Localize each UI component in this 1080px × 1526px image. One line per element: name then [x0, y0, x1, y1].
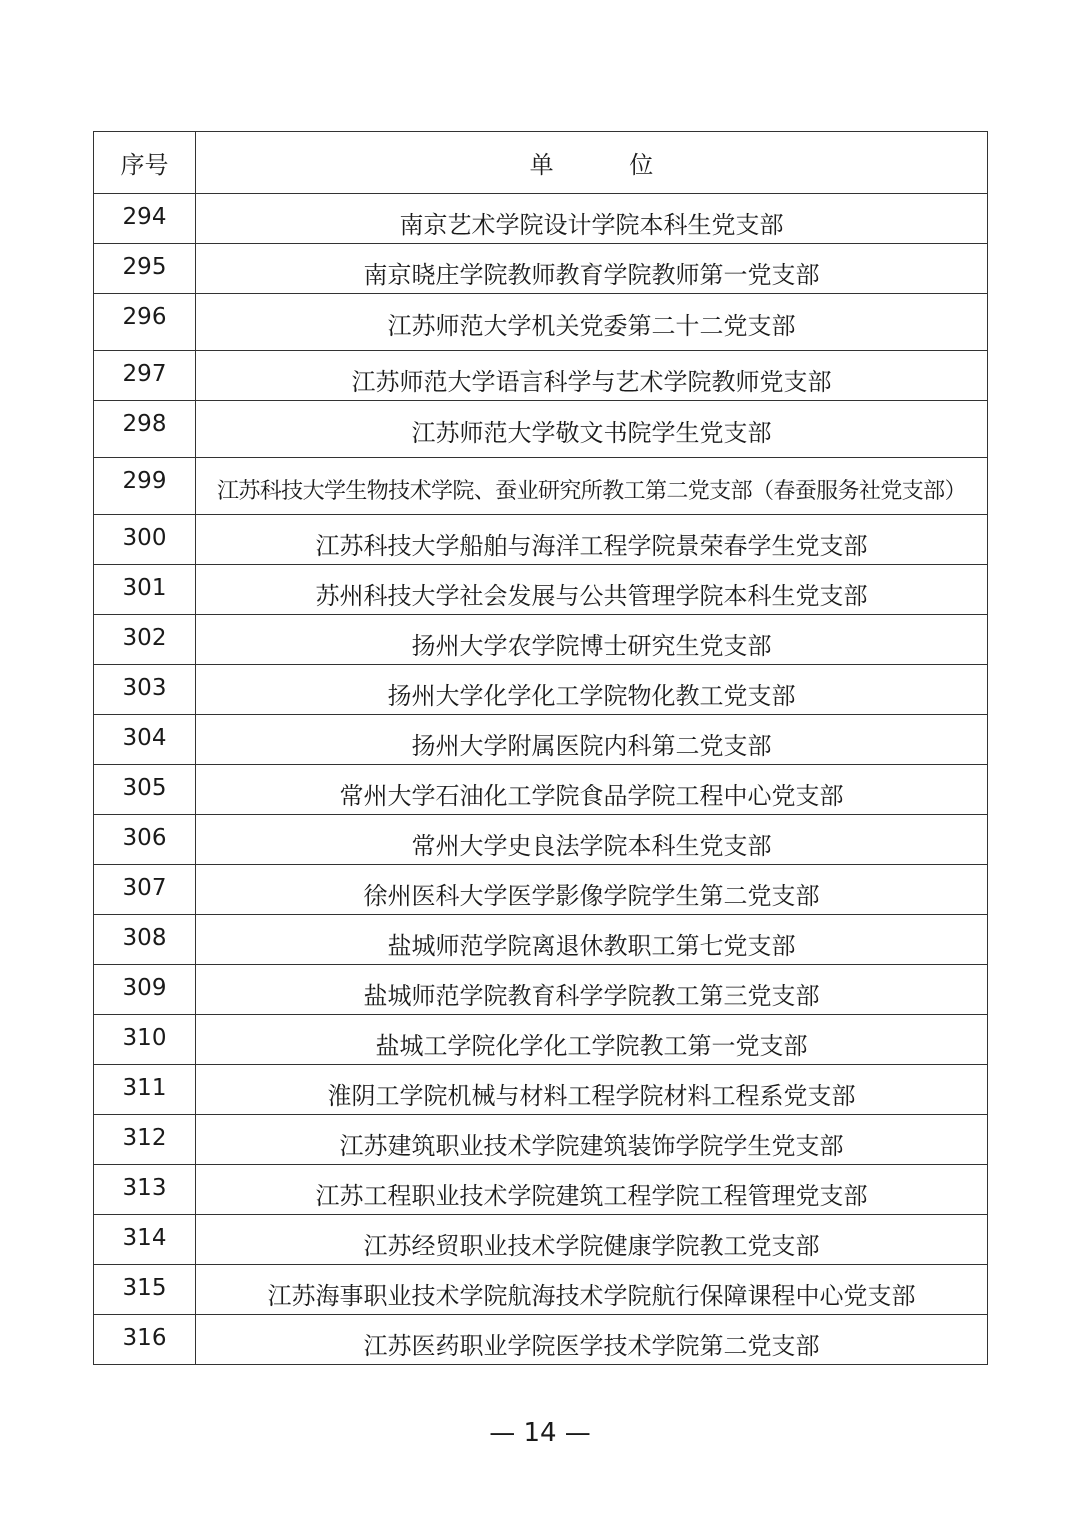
row-unit: 常州大学史良法学院本科生党支部 [196, 815, 988, 865]
table-row [94, 1165, 988, 1215]
column-header-unit: 单 位 [196, 132, 988, 194]
row-number: 314 [94, 1215, 196, 1265]
row-number: 311 [94, 1065, 196, 1115]
table-row [94, 915, 988, 965]
table-row [94, 1115, 988, 1165]
row-number: 294 [94, 194, 196, 244]
row-unit: 徐州医科大学医学影像学院学生第二党支部 [196, 865, 988, 915]
row-unit: 江苏工程职业技术学院建筑工程学院工程管理党支部 [196, 1165, 988, 1215]
row-number: 308 [94, 915, 196, 965]
row-unit: 江苏经贸职业技术学院健康学院教工党支部 [196, 1215, 988, 1265]
row-unit: 扬州大学农学院博士研究生党支部 [196, 615, 988, 665]
units-table [93, 131, 988, 1365]
table-row [94, 351, 988, 401]
row-unit: 江苏建筑职业技术学院建筑装饰学院学生党支部 [196, 1115, 988, 1165]
table-row [94, 565, 988, 615]
table-row [94, 294, 988, 351]
table-row [94, 515, 988, 565]
row-number: 316 [94, 1315, 196, 1365]
table-row [94, 401, 988, 458]
row-number: 307 [94, 865, 196, 915]
row-number: 301 [94, 565, 196, 615]
row-unit: 扬州大学化学化工学院物化教工党支部 [196, 665, 988, 715]
table-row [94, 1315, 988, 1365]
row-number: 306 [94, 815, 196, 865]
table-row [94, 1065, 988, 1115]
row-number: 313 [94, 1165, 196, 1215]
table-row [94, 194, 988, 244]
row-number: 305 [94, 765, 196, 815]
row-unit: 盐城师范学院离退休教职工第七党支部 [196, 915, 988, 965]
row-number: 295 [94, 244, 196, 294]
row-unit: 江苏师范大学机关党委第二十二党支部 [196, 294, 988, 351]
table-row [94, 815, 988, 865]
table-row [94, 244, 988, 294]
table-row [94, 865, 988, 915]
row-unit: 苏州科技大学社会发展与公共管理学院本科生党支部 [196, 565, 988, 615]
row-number: 304 [94, 715, 196, 765]
row-unit: 南京晓庄学院教师教育学院教师第一党支部 [196, 244, 988, 294]
table-row [94, 1265, 988, 1315]
row-unit: 盐城工学院化学化工学院教工第一党支部 [196, 1015, 988, 1065]
row-number: 297 [94, 351, 196, 401]
table-row [94, 715, 988, 765]
row-number: 312 [94, 1115, 196, 1165]
row-number: 299 [94, 458, 196, 515]
row-unit: 盐城师范学院教育科学学院教工第三党支部 [196, 965, 988, 1015]
row-unit: 江苏师范大学敬文书院学生党支部 [196, 401, 988, 458]
table-body [94, 194, 988, 1365]
row-unit: 常州大学石油化工学院食品学院工程中心党支部 [196, 765, 988, 815]
row-number: 300 [94, 515, 196, 565]
table-header-row [94, 132, 988, 194]
table-row [94, 965, 988, 1015]
table-row [94, 615, 988, 665]
row-number: 310 [94, 1015, 196, 1065]
row-unit: 江苏科技大学船舶与海洋工程学院景荣春学生党支部 [196, 515, 988, 565]
row-unit: 江苏海事职业技术学院航海技术学院航行保障课程中心党支部 [196, 1265, 988, 1315]
row-number: 302 [94, 615, 196, 665]
table-row [94, 665, 988, 715]
row-unit: 淮阴工学院机械与材料工程学院材料工程系党支部 [196, 1065, 988, 1115]
row-number: 309 [94, 965, 196, 1015]
row-unit: 南京艺术学院设计学院本科生党支部 [196, 194, 988, 244]
table-row [94, 1215, 988, 1265]
column-header-number: 序号 [94, 132, 196, 194]
row-unit: 江苏师范大学语言科学与艺术学院教师党支部 [196, 351, 988, 401]
row-unit: 江苏医药职业学院医学技术学院第二党支部 [196, 1315, 988, 1365]
row-number: 315 [94, 1265, 196, 1315]
table-row [94, 458, 988, 515]
row-number: 303 [94, 665, 196, 715]
row-number: 298 [94, 401, 196, 458]
page-number: — 14 — [489, 1418, 591, 1448]
row-number: 296 [94, 294, 196, 351]
table-row [94, 1015, 988, 1065]
row-unit: 江苏科技大学生物技术学院、蚕业研究所教工第二党支部（春蚕服务社党支部） [196, 458, 988, 515]
row-unit: 扬州大学附属医院内科第二党支部 [196, 715, 988, 765]
table-row [94, 765, 988, 815]
